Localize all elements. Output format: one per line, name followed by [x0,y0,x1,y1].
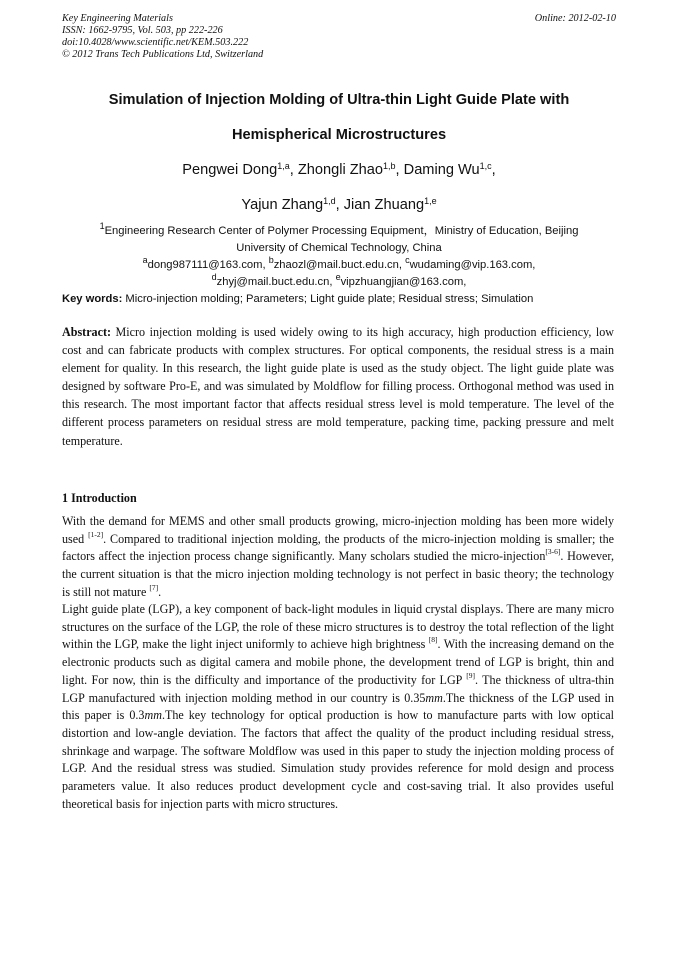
abstract-label: Abstract: [62,325,112,339]
author: Jian Zhuang$^{1,e}$ [343,196,437,213]
citation: [9] [466,670,476,680]
intro-paragraph-2: Light guide plate (LGP), a key component of back-light modules in liquid crystal displays. There are many micro structures on the surface of the LGP, the role of these micro structures is to destroy the total reflection of the light within the LGP, make the light inject uniformly to achieve high brightness [8]. With the increasing demand on the electronic products such as digital camera and mobile phone, the development trend of LGP is bright, thin and light. For now, thin is the difficulty and importance of the productivity for LGP [9]. The thickness of ultra-thin LGP manufactured with injection molding method in our country is 0.35mm.The thickness of the LGP used in this paper is 0.3mm.The key technology for optical production is how to manufacture parts with low optical distortion and low-angle deviation. The factors that affect the quality of the product including residual stress, shrinkage and warpage. The software Moldflow was used in this paper to study the injection molding process of LGP. And the residual stress was studied. Simulation study provides reference for mold design and process parameters value. It also reduces product development cycle and cost-saving trial. It also provides useful theoretical basis for injection parts with micro structures. [62,602,614,811]
keywords [62,291,616,308]
emails-line-2: $^d$zhyj@mail.buct.edu.cn, $^e$vipzhuangjian@163.com, [211,272,467,288]
affiliation-line-2: University of Chemical Technology, China [236,242,442,254]
authors-line-1 [62,161,616,179]
issn-line: ISSN: 1662-9795, Vol. 503, pp 222-226 [62,25,223,36]
section-heading-introduction: 1 Introduction [62,491,137,505]
journal-name: Key Engineering Materials [62,13,173,24]
authors-line-2 [62,196,616,214]
author: Daming Wu$^{1,c}$, [403,161,496,178]
affiliation [62,223,616,291]
citation: [7] [149,582,159,592]
online-date: Online: 2012-02-10 [534,13,616,24]
author: Pengwei Dong$^{1,a}$, [182,161,298,178]
author: Zhongli Zhao$^{1,b}$, [297,161,404,178]
author: Yajun Zhang$^{1,d}$, [241,196,344,213]
copyright-line: © 2012 Trans Tech Publications Ltd, Switzerland [62,49,264,60]
intro-paragraph-1: With the demand for MEMS and other small products growing, micro-injection molding has been more widely used [1-2]. Compared to traditional injection molding, the products of the micro-injection molding is smaller; the factors affect the injection process change significantly. Many scholars studied the micro-injection[3-6]. However, the current situation is that the micro injection molding technology is not perfect in basic theory; the technology is still not mature [7]. [62,514,614,599]
citation: [3-6] [545,547,561,557]
keywords-text: Micro-injection molding; Parameters; Light guide plate; Residual stress; Simulation [122,293,534,305]
affiliation-line-1: $^1$Engineering Research Center of Polymer Processing Equipment，Ministry of Education, Beijing [99,221,579,237]
doi-line: doi:10.4028/www.scientific.net/KEM.503.222 [62,37,249,48]
emails-line-1: $^a$dong987111@163.com, $^b$zhaozl@mail.buct.edu.cn, $^c$wudaming@vip.163.com, [142,255,536,271]
citation: [1-2] [88,529,104,539]
abstract-text: Micro injection molding is used widely owing to its high accuracy, high production efficiency, low cost and can fabricate products with complex structures. For optical components, the residual stress is a main element for quality. In this research, the light guide plate is used as the study object. The light guide plate was designed by software Pro-E, and was simulated by Moldflow for filling process. Orthogonal method was used in this research. The most important factor that affects residual stress level is mold temperature. The level of the different process parameters on residual stress are mold temperature, packing time, packing pressure and melt temperature. [62,325,614,448]
paper-title-line-1: Simulation of Injection Molding of Ultra-thin Light Guide Plate with [108,92,570,108]
paper-title-line-2: Hemispherical Microstructures [231,127,447,143]
citation: [8] [428,635,438,645]
keywords-label: Key words: [62,293,123,305]
abstract [62,323,614,450]
journal-header [62,13,263,61]
